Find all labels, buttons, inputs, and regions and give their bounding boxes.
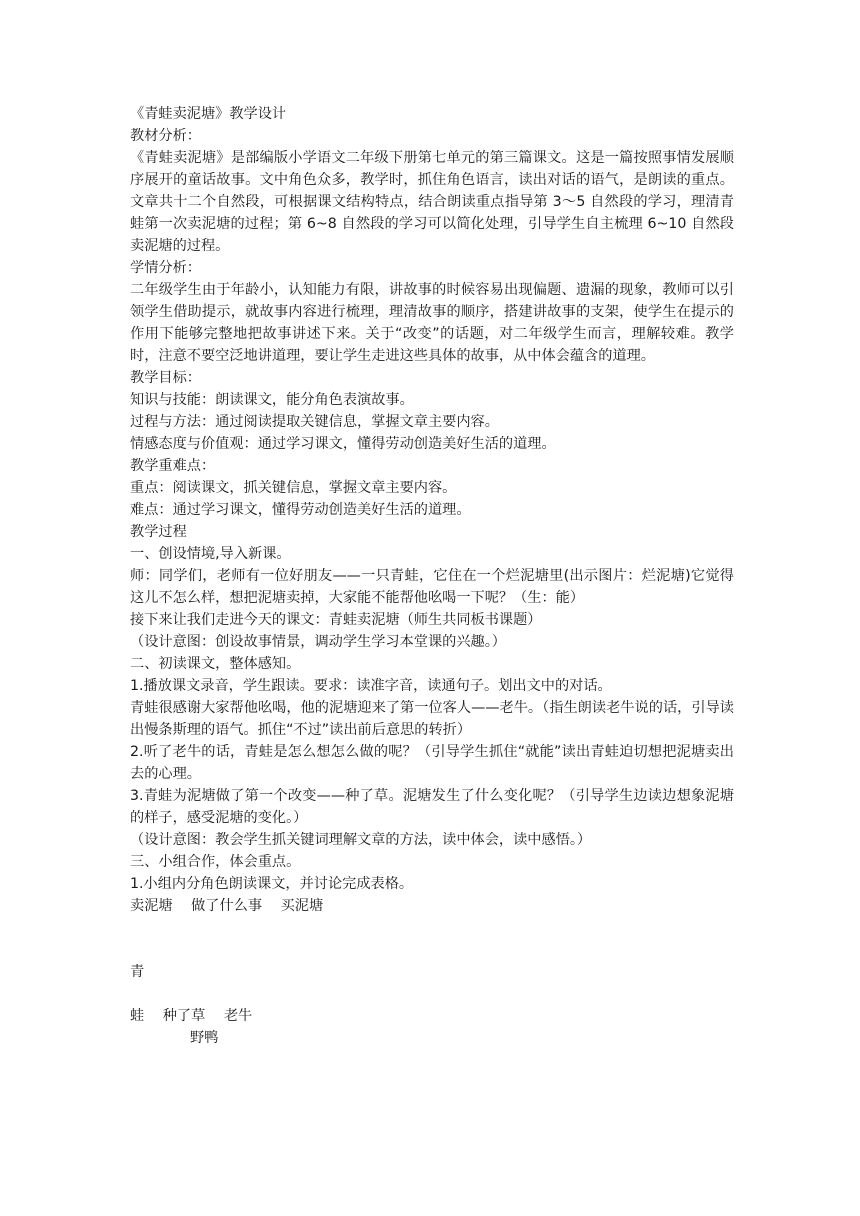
table-row <box>130 1005 734 1027</box>
section-2-design-intent: （设计意图：教会学生抓关键词理解文章的方法，读中体会，读中感悟。） <box>130 832 592 848</box>
paragraph-students: 二年级学生由于年龄小，认知能力有限，讲故事的时候容易出现偏题、遗漏的现象，教师可以引领学生借助提示，就故事内容进行梳理，理清故事的顺序，搭建讲故事的支架，使学生在提示的作用下能够完整地把故事讲述下来。关于“改变”的话题，对二年级学生而言，理解较难。教学时，注意不要空泛地讲道理，要让学生走进这些具体的故事，从中体会蕴含的道理。 <box>130 282 734 364</box>
section-2-title: 二、初读课文，整体感知。 <box>130 656 301 672</box>
table-row <box>130 961 734 983</box>
section-3-title: 三、小组合作，体会重点。 <box>130 854 301 870</box>
section-1-design-intent: （设计意图：创设故事情景，调动学生学习本堂课的兴趣。） <box>130 634 506 650</box>
paragraph-material: 《青蛙卖泥塘》是部编版小学语文二年级下册第七单元的第三篇课文。这是一篇按照事情发展顺序展开的童话故事。文中角色众多，教学时，抓住角色语言，读出对话的语气，是朗读的重点。文章共十二个自然段，可根据课文结构特点，结合朗读重点指导第 3～5 自然段的学习，理清青蛙第一次卖泥塘的过程；第 6~8 自然段的学习可以简化处理，引导学生自主梳理 6~10 自然段卖泥塘的过程。 <box>130 150 734 254</box>
table-cell: 蛙 <box>130 1008 145 1024</box>
heading-process: 教学过程 <box>130 524 187 540</box>
section-1-title: 一、创设情境,导入新课。 <box>130 546 291 562</box>
section-1-paragraph: 师：同学们，老师有一位好朋友——一只青蛙，它住在一个烂泥塘里(出示图片：烂泥塘)它觉得这儿不怎么样，想把泥塘卖掉，大家能不能帮他吆喝一下呢？（生：能） <box>130 568 734 606</box>
section-2-paragraph: 2.听了老牛的话，青蛙是怎么想怎么做的呢？（引导学生抓住“就能”读出青蛙迫切想把泥塘卖出去的心理。 <box>130 744 734 782</box>
table-header-row <box>130 895 734 917</box>
keypoint-difficulty: 难点：通过学习课文，懂得劳动创造美好生活的道理。 <box>130 502 471 518</box>
table-row <box>130 1027 734 1049</box>
goal-emotion: 情感态度与价值观：通过学习课文，懂得劳动创造美好生活的道理。 <box>130 436 556 452</box>
goal-process: 过程与方法：通过阅读提取关键信息，掌握文章主要内容。 <box>130 414 499 430</box>
heading-keypoints: 教学重难点： <box>130 458 216 474</box>
section-2-paragraph: 3.青蛙为泥塘做了第一个改变——种了草。泥塘发生了什么变化呢？（引导学生边读边想象泥塘的样子，感受泥塘的变化。） <box>130 788 734 826</box>
doc-title: 《青蛙卖泥塘》教学设计 <box>130 106 287 122</box>
section-2-paragraph: 青蛙很感谢大家帮他吆喝，他的泥塘迎来了第一位客人——老牛。（指生朗读老牛说的话，引导读出慢条斯理的语气。抓住“不过”读出前后意思的转折） <box>130 700 734 738</box>
heading-students: 学情分析： <box>130 260 201 276</box>
table-cell: 老牛 <box>223 1008 253 1024</box>
heading-goals: 教学目标： <box>130 370 201 386</box>
table-cell: 青 <box>130 964 145 980</box>
table-header-cell: 做了什么事 <box>191 898 263 914</box>
section-1-paragraph: 接下来让我们走进今天的课文：青蛙卖泥塘（师生共同板书课题） <box>130 612 542 628</box>
heading-material: 教材分析： <box>130 128 201 144</box>
keypoint-focus: 重点：阅读课文，抓关键信息，掌握文章主要内容。 <box>130 480 457 496</box>
section-3-paragraph: 1.小组内分角色朗读课文，并讨论完成表格。 <box>130 876 414 892</box>
table-cell: 种了草 <box>162 1008 206 1024</box>
goal-knowledge: 知识与技能：朗读课文，能分角色表演故事。 <box>130 392 414 408</box>
table-header-cell: 买泥塘 <box>280 898 324 914</box>
section-2-paragraph: 1.播放课文录音，学生跟读。要求：读准字音，读通句子。划出文中的对话。 <box>130 678 612 694</box>
table-cell: 野鸭 <box>190 1030 219 1046</box>
table-header-cell: 卖泥塘 <box>130 898 173 914</box>
